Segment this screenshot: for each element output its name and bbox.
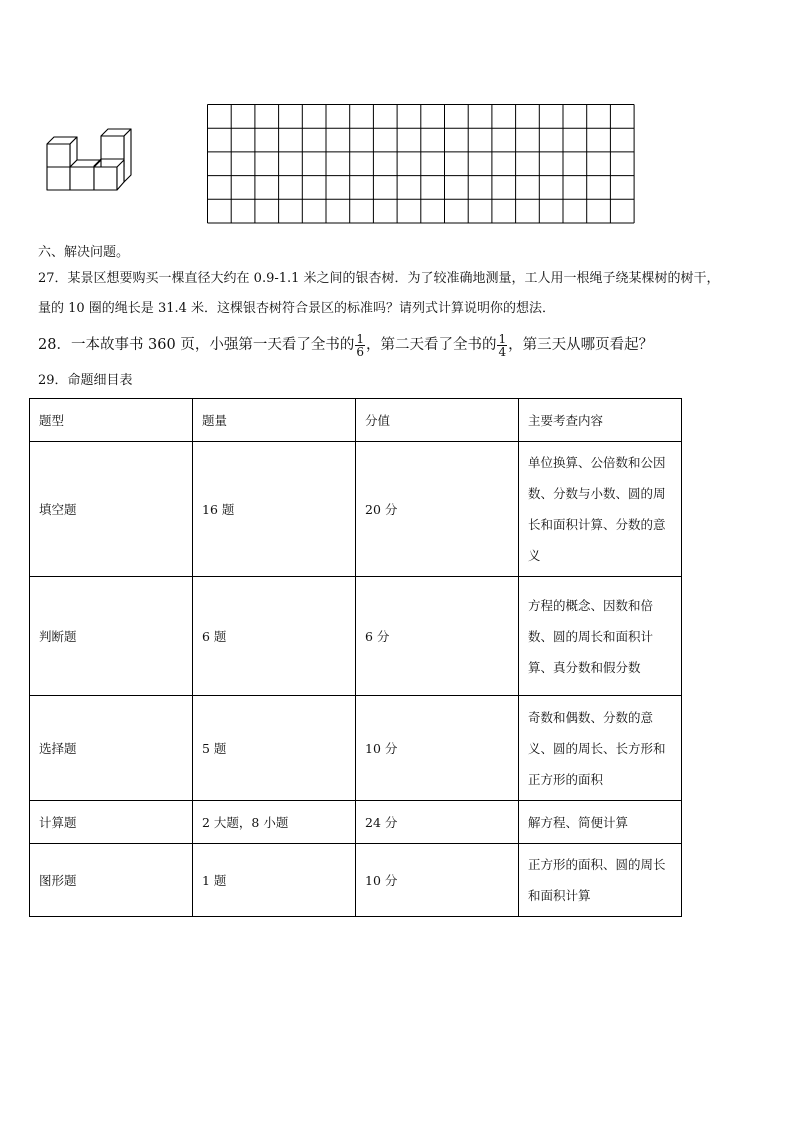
- question-28-text-3: ，第三天从哪页看起？: [508, 337, 654, 353]
- table-cell: 选择题: [30, 696, 193, 801]
- table-cell: 10 分: [356, 844, 519, 917]
- question-27-line-2: 量的 10 圈的绳长是 31.4 米．这棵银杏树符合景区的标准吗？请列式计算说明你的想法．: [38, 301, 556, 316]
- table-header-row: [30, 399, 682, 442]
- table-cell: 判断题: [30, 577, 193, 696]
- spec-table: [29, 398, 682, 917]
- table-cell: 24 分: [356, 801, 519, 844]
- table-header: 分值: [356, 399, 519, 442]
- table-row: [30, 844, 682, 917]
- square-grid: [207, 104, 635, 226]
- cube-figure: [44, 126, 134, 194]
- table-cell: 填空题: [30, 442, 193, 577]
- section-heading: 六、解决问题。: [38, 245, 130, 260]
- table-row: [30, 577, 682, 696]
- table-cell: 正方形的面积、圆的周长和面积计算: [519, 844, 682, 917]
- table-row: [30, 442, 682, 577]
- table-cell: 5 题: [193, 696, 356, 801]
- table-header: 主要考查内容: [519, 399, 682, 442]
- table-cell: 方程的概念、因数和倍数、圆的周长和面积计算、真分数和假分数: [519, 577, 682, 696]
- table-cell: 6 题: [193, 577, 356, 696]
- table-row: [30, 801, 682, 844]
- question-28-text-1: 28．一本故事书 360 页，小强第一天看了全书的: [38, 337, 355, 353]
- fraction-one-quarter: $\frac{1}{4}$: [498, 331, 507, 359]
- table-cell: 10 分: [356, 696, 519, 801]
- question-28: [38, 330, 653, 360]
- table-header: 题型: [30, 399, 193, 442]
- fraction-one-sixth: $\frac{1}{6}$: [356, 331, 364, 359]
- table-header: 题量: [193, 399, 356, 442]
- table-cell: 1 题: [193, 844, 356, 917]
- table-cell: 计算题: [30, 801, 193, 844]
- table-cell: 2 大题，8 小题: [193, 801, 356, 844]
- table-cell: 20 分: [356, 442, 519, 577]
- table-cell: 单位换算、公倍数和公因数、分数与小数、圆的周长和面积计算、分数的意义: [519, 442, 682, 577]
- question-28-text-2: ，第二天看了全书的: [365, 337, 497, 353]
- table-row: [30, 696, 682, 801]
- table-cell: 图形题: [30, 844, 193, 917]
- table-cell: 6 分: [356, 577, 519, 696]
- table-cell: 奇数和偶数、分数的意义、圆的周长、长方形和正方形的面积: [519, 696, 682, 801]
- question-29-title: 29．命题细目表: [38, 373, 133, 388]
- table-cell: 16 题: [193, 442, 356, 577]
- table-cell: 解方程、简便计算: [519, 801, 682, 844]
- question-27-line-1: 27．某景区想要购买一棵直径大约在 0.9-1.1 米之间的银杏树．为了较准确地测量，工人用一根绳子绕某棵树的树干，: [38, 271, 720, 286]
